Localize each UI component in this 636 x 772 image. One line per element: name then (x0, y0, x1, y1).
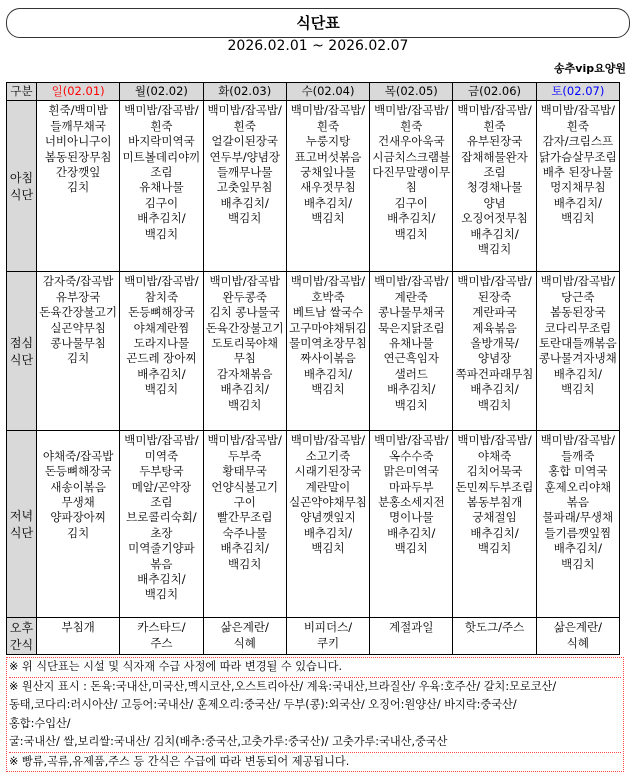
menu-cell (286, 272, 369, 431)
menu-cell (453, 618, 536, 655)
menu-cell (120, 272, 203, 431)
meal-row-snack (7, 618, 620, 655)
menu-item: 초장 (150, 525, 173, 540)
menu-item: 흰죽 (233, 118, 256, 133)
menu-item: 고구마야채튀김 (289, 320, 367, 335)
menu-item: 제육볶음 (472, 320, 517, 335)
menu-item: 볶음 (566, 495, 589, 510)
menu-item: 청경채나물 (466, 180, 523, 195)
day-header-sun: 일(02.01) (37, 83, 120, 101)
menu-cell (286, 101, 369, 272)
menu-cell (370, 101, 453, 272)
menu-item: 볶음 (150, 556, 173, 571)
menu-item: 구이 (233, 495, 256, 510)
menu-item: 훈제오리야채 (544, 479, 612, 494)
menu-item: 배추김치/ (220, 195, 269, 210)
meal-label-text: 점심 (9, 336, 34, 351)
menu-item: 미역줄기양파 (128, 541, 195, 556)
menu-item: 흰죽 (150, 118, 173, 133)
menu-item: 백미밥/잡곡밥/ (457, 103, 532, 118)
meal-label-text: 간식 (9, 638, 34, 653)
menu-cell (120, 101, 203, 272)
menu-item: 미트볼데리야끼 (122, 149, 201, 164)
menu-item: 부침개 (61, 620, 95, 635)
menu-item: 감자/크림스프 (542, 134, 614, 149)
menu-item: 유부된장국 (466, 134, 523, 149)
menu-item: 백김치 (311, 541, 345, 556)
menu-item: 새우젓무침 (300, 180, 356, 195)
menu-cell (536, 431, 619, 618)
day-header-tue: 화(02.03) (203, 83, 286, 101)
menu-item: 감자채볶음 (216, 366, 273, 381)
note-line: 굴:국내산/ 쌀,보리쌀:국내산/ 김치(배추:중국산,고춧가루:중국산)/ 고춧가루:국내산,중국산 (9, 735, 448, 748)
menu-cell (370, 431, 453, 618)
menu-cell (536, 272, 619, 431)
menu-item: 백미밥/잡곡밥/ (124, 433, 199, 448)
menu-item: 쿠키 (316, 635, 340, 650)
meal-label-text: 저녁 (9, 509, 34, 524)
menu-item: 김구이 (144, 195, 179, 210)
menu-item: 숙주나물 (222, 525, 267, 540)
menu-item: 조림 (150, 165, 173, 180)
menu-item: 흰죽 (483, 118, 506, 133)
menu-cell (370, 272, 453, 431)
menu-item: 김치 (67, 525, 90, 540)
header-label: 구분 (7, 83, 37, 101)
menu-item: 배추김치/ (303, 366, 353, 381)
menu-item: 계란파국 (472, 305, 517, 320)
menu-item: 흰죽/백미밥 (48, 103, 108, 118)
day-header-mon: 월(02.02) (120, 83, 203, 101)
menu-cell (203, 272, 286, 431)
menu-item: 백김치 (394, 226, 428, 241)
menu-item: 유채나물 (139, 180, 184, 195)
menu-item: 백김치 (228, 397, 262, 412)
facility-name: 송추vip요양원 (554, 62, 626, 75)
menu-item: 백김치 (144, 226, 179, 241)
meal-label-text: 오후 (9, 621, 34, 636)
day-header-sat: 토(02.07) (536, 83, 619, 101)
menu-item: 바지락미역국 (128, 134, 195, 149)
meal-row-lunch (7, 272, 620, 431)
menu-cell (370, 618, 453, 655)
menu-item: 샐러드 (394, 366, 428, 381)
menu-item: 카스타드/ (137, 620, 186, 635)
menu-item: 배추김치/ (220, 541, 269, 556)
menu-item: 백미밥/잡곡밥/ (124, 103, 199, 118)
menu-item: 배추김치/ (303, 195, 353, 210)
menu-item: 오징어젓무침 (461, 211, 528, 226)
menu-item: 배추 된장나물 (542, 165, 613, 180)
note-line: 동태,코다리:러시아산/ 고등어:국내산/ 훈제오리:중국산/ 두부(콩):외국산/ 오징어:원양산/ 바지락:중국산/ (9, 698, 517, 711)
menu-item: 백김치 (561, 211, 595, 226)
day-header-thu: 목(02.05) (370, 83, 453, 101)
menu-item: 계란말이 (305, 479, 351, 494)
menu-item: 연두부/양념장 (209, 149, 280, 164)
menu-item: 백미밥/잡곡밥/ (540, 103, 616, 118)
menu-item: 토란대들깨볶음 (538, 336, 617, 351)
menu-cell (37, 618, 120, 655)
menu-item: 브로콜리숙회/ (126, 510, 197, 525)
menu-item: 명이나물 (389, 510, 434, 525)
menu-item: 침 (405, 180, 417, 195)
menu-item: 콩나물무침 (50, 336, 106, 351)
header-row (7, 83, 620, 101)
menu-item: 배추김치/ (387, 211, 436, 226)
menu-item: 두부죽 (228, 448, 262, 463)
menu-item: 배추김치/ (470, 382, 519, 397)
menu-item: 짜사이볶음 (300, 351, 356, 366)
menu-item: 돈육간장불고기 (205, 320, 284, 335)
menu-item: 무생채 (61, 495, 95, 510)
menu-item: 배추김치/ (220, 382, 269, 397)
menu-item: 배추김치/ (553, 541, 602, 556)
note-line: ※ 원산지 표시 : 돈육:국내산,미국산,멕시코산,오스트리아산/ 계육:국내산,브라질산/ 우육:호주산/ 갈치:모로코산/ (9, 677, 621, 697)
menu-cell (120, 431, 203, 618)
menu-item: 백미밥/잡곡밥 (209, 274, 280, 289)
menu-item: 백미밥/잡곡밥/ (374, 103, 449, 118)
menu-item: 소고기죽 (305, 448, 351, 463)
menu-item: 백김치 (228, 556, 262, 571)
menu-item: 조림 (150, 495, 173, 510)
menu-item: 호박죽 (311, 289, 345, 304)
menu-item: 삶은계란/ (553, 620, 602, 635)
menu-item: 분홍소세지전 (377, 495, 445, 510)
meal-label (7, 618, 37, 655)
menu-item: 누룽지탕 (305, 134, 351, 149)
menu-item: 들깨무나물 (216, 165, 273, 180)
menu-item: 돈육간장불고기 (39, 305, 118, 320)
menu-item: 황태무국 (222, 464, 267, 479)
menu-cell (453, 101, 536, 272)
menu-item: 다진무말랭이무 (372, 165, 451, 180)
menu-cell (37, 101, 120, 272)
menu-item: 묵은지닭조림 (377, 320, 445, 335)
note-line: 홍합:수입산/ (9, 716, 71, 730)
menu-item: 백미밥/잡곡밥/ (457, 433, 532, 448)
menu-cell (203, 431, 286, 618)
menu-item: 홍합 미역국 (548, 464, 608, 479)
menu-item: 백미밥/잡곡밥/ (374, 274, 449, 289)
menu-item: 멍지채무침 (550, 180, 606, 195)
menu-item: 백김치 (477, 541, 512, 556)
menu-item: 주스 (150, 635, 173, 650)
menu-item: 올방개묵/ (470, 336, 519, 351)
menu-item: 백김치 (477, 397, 512, 412)
page-title: 식단표 (6, 8, 630, 38)
note-line: ※ 위 식단표는 시설 및 식자재 수급 사정에 따라 변경될 수 있습니다. (9, 660, 343, 673)
day-header-wed: 수(02.04) (286, 83, 369, 101)
menu-item: 잡채해물완자 (461, 149, 528, 164)
note-line: ※ 빵류,곡류,유제품,주스 등 간식은 수급에 따라 변동되어 제공됩니다. (9, 752, 621, 772)
menu-item: 배추김치/ (137, 211, 186, 226)
menu-item: 궁채잎나물 (300, 165, 356, 180)
menu-cell (203, 101, 286, 272)
menu-item: 새송이볶음 (50, 479, 106, 494)
menu-item: 백김치 (228, 211, 262, 226)
menu-cell (536, 618, 619, 655)
menu-cell (286, 431, 369, 618)
menu-item: 닭가슴살무조림 (538, 149, 617, 164)
meal-table (6, 82, 620, 655)
menu-item: 봄동된장무침 (44, 149, 112, 164)
menu-item: 완두콩죽 (222, 289, 267, 304)
menu-item: 들깨죽 (561, 448, 595, 463)
menu-item: 김구이 (394, 195, 428, 210)
menu-item: 백김치 (311, 382, 345, 397)
menu-item: 양파장아찌 (50, 510, 106, 525)
menu-item: 마파두부 (389, 479, 434, 494)
menu-item: 배추김치/ (387, 382, 436, 397)
menu-item: 배추김치/ (303, 525, 353, 540)
menu-item: 들깨무채국 (50, 118, 106, 133)
menu-item: 콩나물무채국 (377, 305, 445, 320)
menu-item: 봄동부침개 (466, 495, 523, 510)
menu-item: 코다리무조림 (544, 320, 612, 335)
menu-item: 배추김치/ (387, 525, 436, 540)
menu-item: 맑은미역국 (383, 464, 440, 479)
menu-item: 양념 (483, 195, 506, 210)
menu-item: 들기름깻잎찜 (544, 525, 612, 540)
menu-item: 유채나물 (389, 336, 434, 351)
menu-item: 무침 (233, 351, 256, 366)
menu-item: 궁채절임 (472, 510, 517, 525)
menu-cell (37, 431, 120, 618)
menu-item: 콩나물겨자냉채 (538, 351, 617, 366)
menu-item: 계란죽 (394, 289, 428, 304)
menu-item: 옥수수죽 (389, 448, 434, 463)
menu-cell (120, 618, 203, 655)
menu-item: 김치어묵국 (466, 464, 523, 479)
menu-item: 백미밥/잡곡밥/ (124, 274, 199, 289)
menu-item: 백미밥/잡곡밥/ (207, 433, 282, 448)
menu-item: 백미밥/잡곡밥/ (290, 274, 366, 289)
menu-item: 배추김치/ (553, 366, 602, 381)
menu-item: 백미밥/잡곡밥/ (457, 274, 532, 289)
meal-label-text: 식단 (9, 188, 34, 203)
menu-item: 표고버섯볶음 (294, 149, 362, 164)
menu-item: 쪽파건파래무침 (455, 366, 534, 381)
menu-cell (536, 101, 619, 272)
menu-item: 건새우아욱국 (377, 134, 445, 149)
menu-item: 곤드레 장아찌 (126, 351, 197, 366)
menu-item: 빨간무조림 (216, 510, 273, 525)
meal-label (7, 431, 37, 618)
menu-item: 메알/곤약장 (131, 479, 192, 494)
menu-item: 언양식불고기 (211, 479, 279, 494)
menu-item: 백미밥/잡곡밥/ (540, 433, 616, 448)
menu-item: 너비아니구이 (44, 134, 112, 149)
menu-item: 백김치 (311, 211, 345, 226)
menu-item: 김치 (67, 180, 90, 195)
menu-item: 백미밥/잡곡밥/ (290, 103, 366, 118)
menu-item: 간장깻잎 (55, 165, 101, 180)
menu-item: 도토리묵야채 (211, 336, 279, 351)
menu-item: 야채죽/잡곡밥 (42, 448, 114, 463)
menu-item: 김치 콩나물국 (209, 305, 280, 320)
menu-item: 백김치 (144, 382, 179, 397)
meal-row-dinner (7, 431, 620, 618)
menu-item: 백미밥/잡곡밥/ (207, 103, 282, 118)
menu-item: 유부장국 (55, 289, 101, 304)
day-header-fri: 금(02.06) (453, 83, 536, 101)
menu-item: 된장죽 (477, 289, 512, 304)
menu-item: 도라지나물 (133, 336, 190, 351)
menu-item: 감자죽/잡곡밥 (42, 274, 114, 289)
menu-item: 백김치 (477, 242, 512, 257)
menu-item: 김치 (67, 351, 90, 366)
menu-item: 배추김치/ (553, 195, 602, 210)
menu-item: 참치죽 (144, 289, 179, 304)
notes (6, 657, 624, 772)
menu-item: 봄동된장국 (550, 305, 606, 320)
menu-item: 백김치 (394, 541, 428, 556)
menu-item: 계절과일 (389, 620, 434, 635)
date-range: 2026.02.01 ~ 2026.02.07 (227, 38, 409, 54)
menu-cell (453, 431, 536, 618)
menu-item: 실곤약무침 (50, 320, 106, 335)
menu-item: 돈등뼈해장국 (128, 305, 195, 320)
menu-item: 백김치 (394, 397, 428, 412)
menu-item: 두부탕국 (139, 464, 184, 479)
menu-item: 조림 (483, 165, 506, 180)
meal-label-text: 식단 (9, 353, 34, 368)
menu-cell (203, 618, 286, 655)
menu-item: 야채죽 (477, 448, 512, 463)
meal-label-text: 아침 (9, 171, 34, 186)
menu-item: 시금치스크램블 (372, 149, 451, 164)
menu-item: 흰죽 (566, 118, 589, 133)
menu-item: 연근흑임자 (383, 351, 440, 366)
menu-item: 흰죽 (400, 118, 423, 133)
menu-item: 베트남 쌀국수 (292, 305, 364, 320)
menu-item: 야채계란찜 (133, 320, 190, 335)
menu-item (38, 433, 118, 448)
menu-item: 백김치 (144, 587, 179, 602)
menu-item: 핫도그/주스 (464, 620, 525, 635)
meal-label (7, 272, 37, 431)
menu-item: 배추김치/ (137, 572, 186, 587)
menu-item: 흰죽 (316, 118, 340, 133)
menu-item: 배추김치/ (470, 226, 519, 241)
menu-item: 미역죽 (144, 448, 179, 463)
menu-item: 백미밥/잡곡밥/ (290, 433, 366, 448)
menu-item: 실곤약야채무침 (289, 495, 367, 510)
menu-item: 백미밥/잡곡밥/ (374, 433, 449, 448)
menu-item: 배추김치/ (137, 366, 186, 381)
menu-item: 얼갈이된장국 (211, 134, 279, 149)
menu-item: 삶은계란/ (220, 620, 269, 635)
menu-cell (453, 272, 536, 431)
meal-label (7, 101, 37, 272)
menu-item: 식혜 (233, 635, 256, 650)
meal-row-breakfast (7, 101, 620, 272)
menu-item: 물파래/무생채 (542, 510, 614, 525)
menu-item: 비피더스/ (303, 620, 353, 635)
meal-label-text: 식단 (9, 526, 34, 541)
menu-item: 백미밥/잡곡밥/ (540, 274, 616, 289)
menu-item: 시래기된장국 (294, 464, 362, 479)
menu-item: 양념장 (477, 351, 512, 366)
menu-cell (286, 618, 369, 655)
menu-item: 고춧잎무침 (216, 180, 273, 195)
menu-item: 돈민찌두부조림 (455, 479, 534, 494)
menu-cell (37, 272, 120, 431)
menu-item: 백김치 (561, 382, 595, 397)
menu-item: 배추김치/ (470, 525, 519, 540)
menu-item: 돈등뼈해장국 (44, 464, 112, 479)
menu-item: 백김치 (561, 556, 595, 571)
menu-item: 당근죽 (561, 289, 595, 304)
menu-item: 물미역초장무침 (289, 336, 367, 351)
menu-item: 식혜 (566, 635, 589, 650)
menu-item: 양념깻잎지 (300, 510, 356, 525)
